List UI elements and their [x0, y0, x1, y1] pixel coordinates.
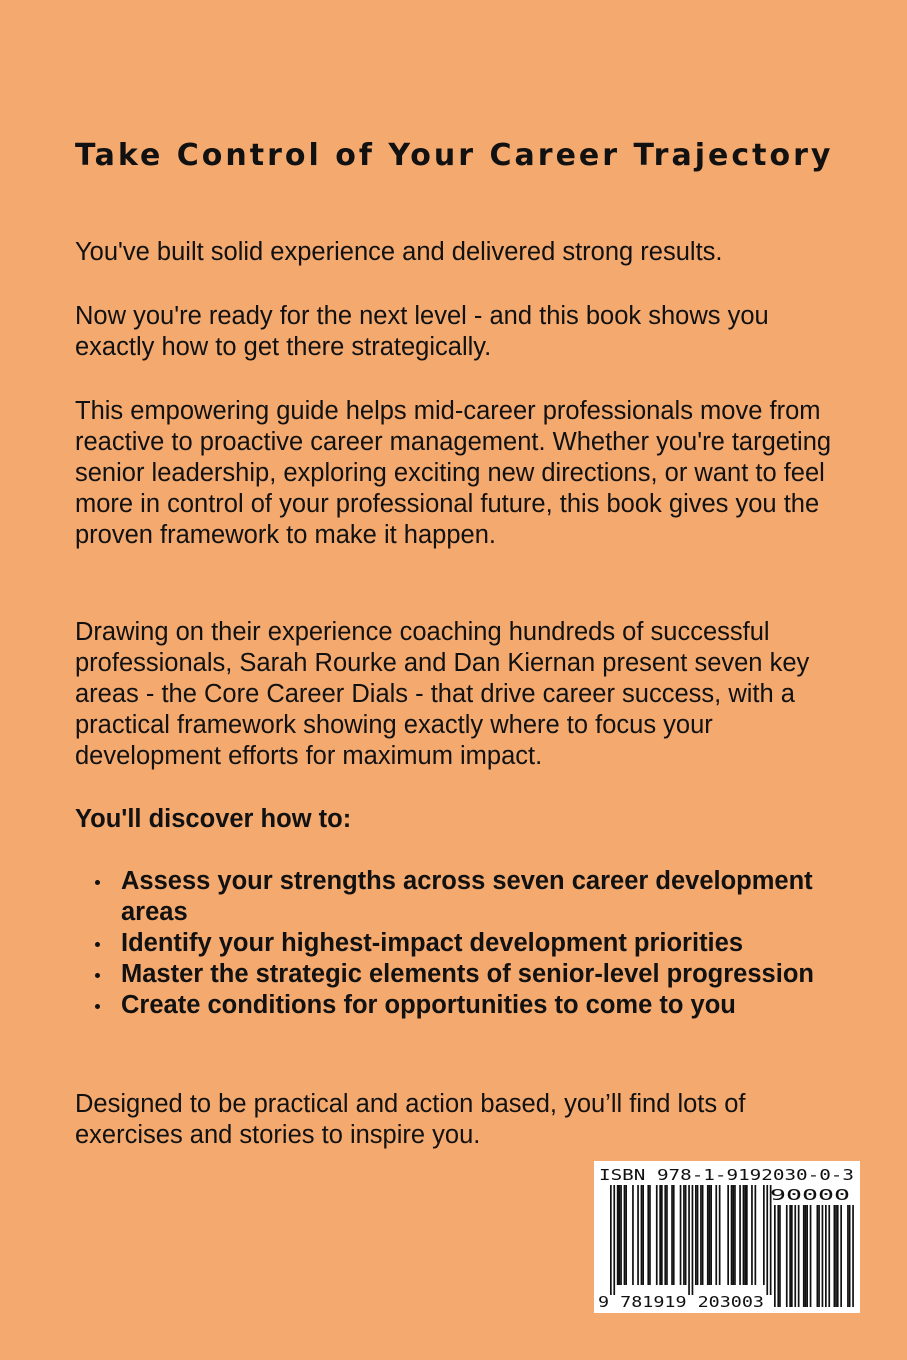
- list-item: [95, 866, 835, 928]
- barcode-bar: [666, 1185, 668, 1285]
- barcode-bar: [727, 1185, 729, 1285]
- cover-heading: Take Control of Your Career Trajectory: [75, 138, 834, 173]
- barcode-bar: [835, 1205, 837, 1307]
- bullet-icon: [95, 973, 100, 978]
- barcode-bar: [840, 1205, 842, 1307]
- list-item-text: Assess your strengths across seven career development areas: [121, 867, 813, 926]
- barcode-bar: [751, 1185, 753, 1285]
- barcode-bar: [744, 1185, 746, 1285]
- barcode-bar: [803, 1205, 805, 1307]
- barcode-bar: [763, 1185, 765, 1285]
- barcode-bar: [732, 1185, 734, 1285]
- barcode-bar: [641, 1185, 643, 1285]
- barcode-bar: [707, 1185, 709, 1285]
- isbn-barcode: [594, 1161, 860, 1313]
- barcode-bar: [791, 1205, 793, 1307]
- barcode-bar: [709, 1185, 711, 1285]
- barcode-bar: [613, 1185, 615, 1295]
- barcode-bar: [822, 1205, 824, 1307]
- barcode-bar: [619, 1185, 621, 1285]
- barcode-bar: [794, 1205, 796, 1307]
- barcode-bar: [755, 1185, 757, 1285]
- guide-description-paragraph: This empowering guide helps mid-career professionals move from reactive to proactive career management. Whether you're targeting senior leadership, exploring exciting new directions, or want to feel more in control of your professional future, this book gives you the proven framework to make it happen.: [75, 397, 832, 549]
- barcode-bar: [661, 1185, 663, 1285]
- barcode-bar: [786, 1205, 788, 1307]
- bullet-icon: [95, 942, 100, 947]
- barcode-bar: [779, 1205, 781, 1307]
- barcode-bar: [688, 1185, 690, 1295]
- main-barcode-bars: [610, 1185, 772, 1295]
- barcode-bar: [847, 1205, 849, 1307]
- barcode-bar: [673, 1185, 675, 1285]
- barcode-bar: [656, 1185, 658, 1285]
- addon-barcode-bars: [774, 1205, 854, 1307]
- barcode-bar: [817, 1205, 819, 1307]
- barcode-bar: [647, 1185, 649, 1285]
- barcode-bar: [649, 1185, 651, 1285]
- barcode-bar: [642, 1185, 644, 1285]
- barcode-graphic: [594, 1161, 860, 1313]
- intro-paragraph: You've built solid experience and delivered strong results.: [75, 238, 723, 266]
- barcode-bar: [710, 1185, 712, 1285]
- barcode-bar: [746, 1185, 748, 1285]
- barcode-bar: [837, 1205, 839, 1307]
- barcode-bar: [617, 1185, 619, 1285]
- barcode-bar: [805, 1205, 807, 1307]
- barcode-bar: [777, 1205, 779, 1307]
- barcode-bar: [734, 1185, 736, 1285]
- isbn-label: ISBN 978-1-9192030-0-3: [599, 1166, 854, 1184]
- barcode-bar: [632, 1185, 634, 1285]
- price-code: 90000: [770, 1186, 850, 1204]
- barcode-bar: [806, 1205, 808, 1307]
- barcode-bar: [659, 1185, 661, 1285]
- barcode-bar: [818, 1205, 820, 1307]
- barcode-bar: [825, 1205, 827, 1307]
- barcode-bar: [620, 1185, 622, 1285]
- barcode-bar: [702, 1185, 704, 1285]
- barcode-bar: [852, 1205, 854, 1307]
- barcode-bar: [849, 1205, 851, 1307]
- barcode-bar: [683, 1185, 685, 1285]
- barcode-bar: [624, 1185, 626, 1285]
- barcode-bar: [680, 1185, 682, 1285]
- barcode-bar: [685, 1185, 687, 1285]
- ean-digits: 9 781919 203003: [598, 1293, 764, 1311]
- barcode-bar: [610, 1185, 612, 1295]
- bullet-icon: [95, 1004, 100, 1009]
- barcode-bar: [625, 1185, 627, 1285]
- closing-paragraph: Designed to be practical and action based, you’ll find lots of exercises and stories to inspire you.: [75, 1090, 746, 1149]
- barcode-bar: [743, 1185, 745, 1285]
- next-level-paragraph: Now you're ready for the next level - and this book shows you exactly how to get there strategically.: [75, 302, 769, 361]
- barcode-bar: [637, 1185, 639, 1285]
- barcode-bar: [719, 1185, 721, 1285]
- list-item-text: Identify your highest-impact development priorities: [121, 929, 744, 957]
- barcode-bar: [834, 1205, 836, 1307]
- list-item: [95, 990, 835, 1021]
- barcode-bar: [700, 1185, 702, 1285]
- barcode-bar: [695, 1185, 697, 1285]
- barcode-bar: [697, 1185, 699, 1285]
- barcode-bar: [798, 1205, 800, 1307]
- list-item: [95, 959, 835, 990]
- barcode-bar: [715, 1185, 717, 1285]
- discover-heading: You'll discover how to:: [75, 805, 352, 833]
- barcode-bar: [810, 1205, 812, 1307]
- list-item-text: Master the strategic elements of senior-level progression: [121, 960, 814, 988]
- discover-list: [95, 866, 835, 1021]
- barcode-bar: [671, 1185, 673, 1285]
- barcode-bar: [731, 1185, 733, 1285]
- barcode-bar: [692, 1185, 694, 1295]
- barcode-bar: [664, 1185, 666, 1285]
- barcode-bar: [739, 1185, 741, 1285]
- list-item: [95, 928, 835, 959]
- authors-paragraph: Drawing on their experience coaching hundreds of successful professionals, Sarah Rourke and Dan Kiernan present seven key areas - the Core Career Dials - that drive career success, with a practical framework showing exactly where to focus your development efforts for maximum impact.: [75, 618, 810, 770]
- barcode-bar: [766, 1185, 768, 1295]
- bullet-icon: [95, 880, 100, 885]
- barcode-bar: [774, 1205, 776, 1307]
- list-item-text: Create conditions for opportunities to come to you: [121, 991, 736, 1019]
- barcode-bar: [828, 1205, 830, 1307]
- barcode-bar: [789, 1205, 791, 1307]
